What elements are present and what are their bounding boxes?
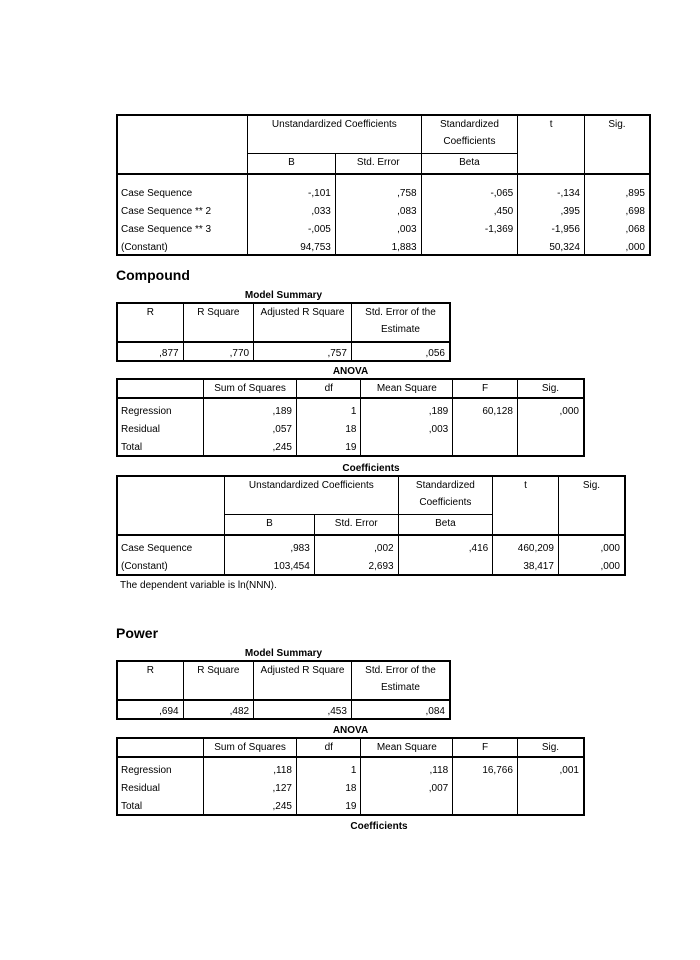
- table-row: Case Sequence ** 3 -,005 ,003 -1,369 -1,956 ,068: [117, 224, 650, 242]
- table-row: Residual ,057 18 ,003: [117, 424, 584, 442]
- t-header: t: [518, 115, 585, 174]
- compound-model-summary-table: R R Square Adjusted R Square Std. Error of the Estimate ,877 ,770 ,757 ,056: [116, 302, 451, 362]
- table-row: Case Sequence -,101 ,758 -,065 -,134 ,895: [117, 188, 650, 206]
- compound-anova-table: Sum of Squares df Mean Square F Sig. Regression ,189 1 ,189 60,128 ,000 Residual ,057 18 ,003 Total ,245 19: [116, 378, 585, 457]
- compound-title: Compound: [116, 267, 190, 283]
- table-row: (Constant) 103,454 2,693 38,417 ,000: [117, 561, 625, 575]
- cubic-coefficients-table: [116, 114, 651, 256]
- table-row: Case Sequence ,983 ,002 ,416 460,209 ,000: [117, 543, 625, 561]
- table-row: Total ,245 19: [117, 801, 584, 815]
- compound-coefficients-caption: Coefficients: [342, 463, 400, 474]
- power-model-summary-table: R R Square Adjusted R Square Std. Error of the Estimate ,694 ,482 ,453 ,084: [116, 660, 451, 720]
- power-model-summary-caption: Model Summary: [244, 648, 323, 659]
- table-row: ,694 ,482 ,453 ,084: [117, 700, 450, 719]
- b-header: B: [248, 154, 336, 174]
- compound-anova-caption: ANOVA: [332, 366, 369, 377]
- compound-coefficients-table: Unstandardized Coefficients Standardized Coefficients t Sig. B Std. Error Beta Case Sequence ,983 ,002 ,416 460,209 ,000 (Constant) 103,454 2,693 38,417 ,000: [116, 475, 626, 576]
- unstd-header: Unstandardized Coefficients: [248, 115, 422, 154]
- dependent-variable-note: The dependent variable is ln(NNN).: [120, 580, 277, 591]
- table-row: Total ,245 19: [117, 442, 584, 456]
- beta-header: Beta: [421, 154, 518, 174]
- table-row: (Constant) 94,753 1,883 50,324 ,000: [117, 242, 650, 255]
- corner-cell: [117, 115, 248, 174]
- table-row: Residual ,127 18 ,007: [117, 783, 584, 801]
- sig-header: Sig.: [584, 115, 650, 174]
- table-row: Regression ,189 1 ,189 60,128 ,000: [117, 406, 584, 424]
- table-row: Case Sequence ** 2 ,033 ,083 ,450 ,395 ,698: [117, 206, 650, 224]
- table-row: Regression ,118 1 ,118 16,766 ,001: [117, 765, 584, 783]
- power-anova-table: Sum of Squares df Mean Square F Sig. Regression ,118 1 ,118 16,766 ,001 Residual ,127 18 ,007 Total ,245 19: [116, 737, 585, 816]
- power-anova-caption: ANOVA: [332, 725, 369, 736]
- compound-model-summary-caption: Model Summary: [244, 290, 323, 301]
- power-coefficients-caption: Coefficients: [350, 821, 408, 832]
- std-header: Standardized Coefficients: [421, 115, 518, 154]
- power-title: Power: [116, 625, 159, 641]
- table-row: ,877 ,770 ,757 ,056: [117, 342, 450, 361]
- se-header: Std. Error: [335, 154, 421, 174]
